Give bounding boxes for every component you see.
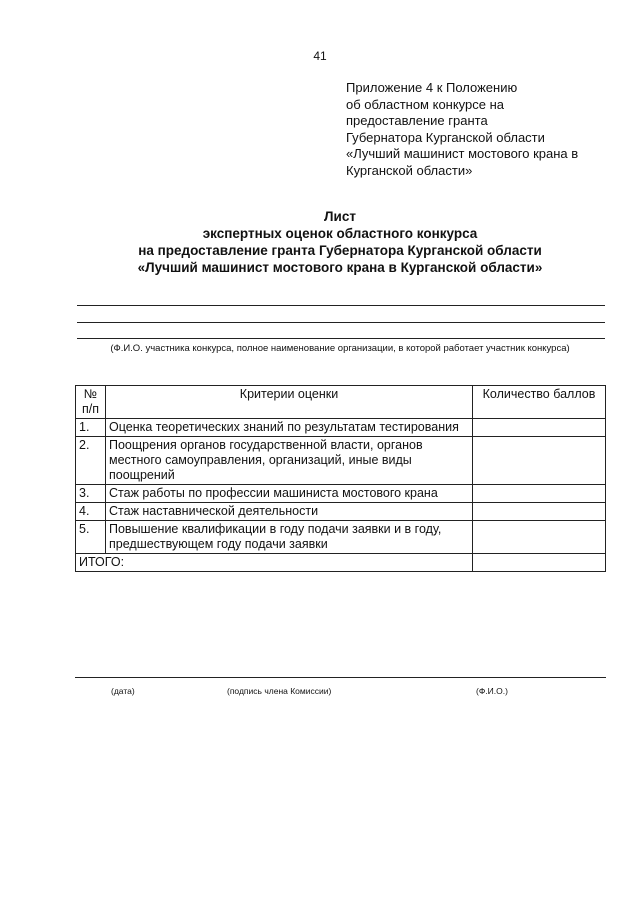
table-row (76, 419, 606, 437)
appendix-line: предоставление гранта (346, 113, 488, 129)
table-row (76, 521, 606, 554)
total-row (76, 554, 606, 572)
appendix-line: «Лучший машинист мостового крана в (346, 146, 579, 162)
appendix-line: Приложение 4 к Положению (346, 80, 518, 95)
participant-line (77, 322, 605, 323)
row-num: 1. (76, 419, 106, 437)
row-criteria: Повышение квалификации в году подачи заявки и в году, предшествующем году подачи заявки (106, 521, 473, 554)
header-criteria: Критерии оценки (106, 386, 473, 419)
row-criteria: Оценка теоретических знаний по результатам тестирования (106, 419, 473, 437)
fio-caption: (Ф.И.О.) (476, 686, 508, 696)
total-value[interactable] (473, 554, 606, 572)
table-row (76, 437, 606, 485)
row-num: 3. (76, 485, 106, 503)
title-line: на предоставление гранта Губернатора Курганской области (138, 243, 542, 258)
row-num: 5. (76, 521, 106, 554)
row-points[interactable] (473, 503, 606, 521)
appendix-note (346, 80, 616, 180)
table-header-row (76, 386, 606, 419)
table-row (76, 485, 606, 503)
row-points[interactable] (473, 485, 606, 503)
appendix-line: об областном конкурсе на (346, 96, 505, 112)
signature-line (75, 677, 606, 678)
title-line: «Лучший машинист мостового крана в Курганской области» (137, 260, 543, 275)
appendix-line: Губернатора Курганской области (346, 129, 545, 145)
row-criteria: Стаж наставнической деятельности (106, 503, 473, 521)
evaluation-table (75, 385, 606, 572)
table-row (76, 503, 606, 521)
total-label: ИТОГО: (76, 554, 473, 572)
header-points: Количество баллов (473, 386, 606, 419)
date-caption: (дата) (111, 686, 135, 696)
row-num: 2. (76, 437, 106, 485)
row-criteria: Стаж работы по профессии машиниста мостового крана (106, 485, 473, 503)
row-criteria: Поощрения органов государственной власти, органов местного самоуправления, организаций, иные виды поощрений (106, 437, 473, 485)
row-points[interactable] (473, 521, 606, 554)
appendix-line: Курганской области» (346, 162, 473, 178)
participant-caption: (Ф.И.О. участника конкурса, полное наименование организации, в которой работает участник конкурса) (110, 343, 570, 354)
signature-caption: (подпись члена Комиссии) (227, 686, 332, 696)
participant-line (77, 305, 605, 306)
page-number: 41 (313, 49, 327, 63)
row-num: 4. (76, 503, 106, 521)
title-line: Лист (324, 209, 356, 224)
row-points[interactable] (473, 419, 606, 437)
document-title (40, 208, 640, 276)
title-line: экспертных оценок областного конкурса (202, 226, 478, 241)
participant-line (77, 338, 605, 339)
header-num: № п/п (76, 386, 106, 419)
row-points[interactable] (473, 437, 606, 485)
